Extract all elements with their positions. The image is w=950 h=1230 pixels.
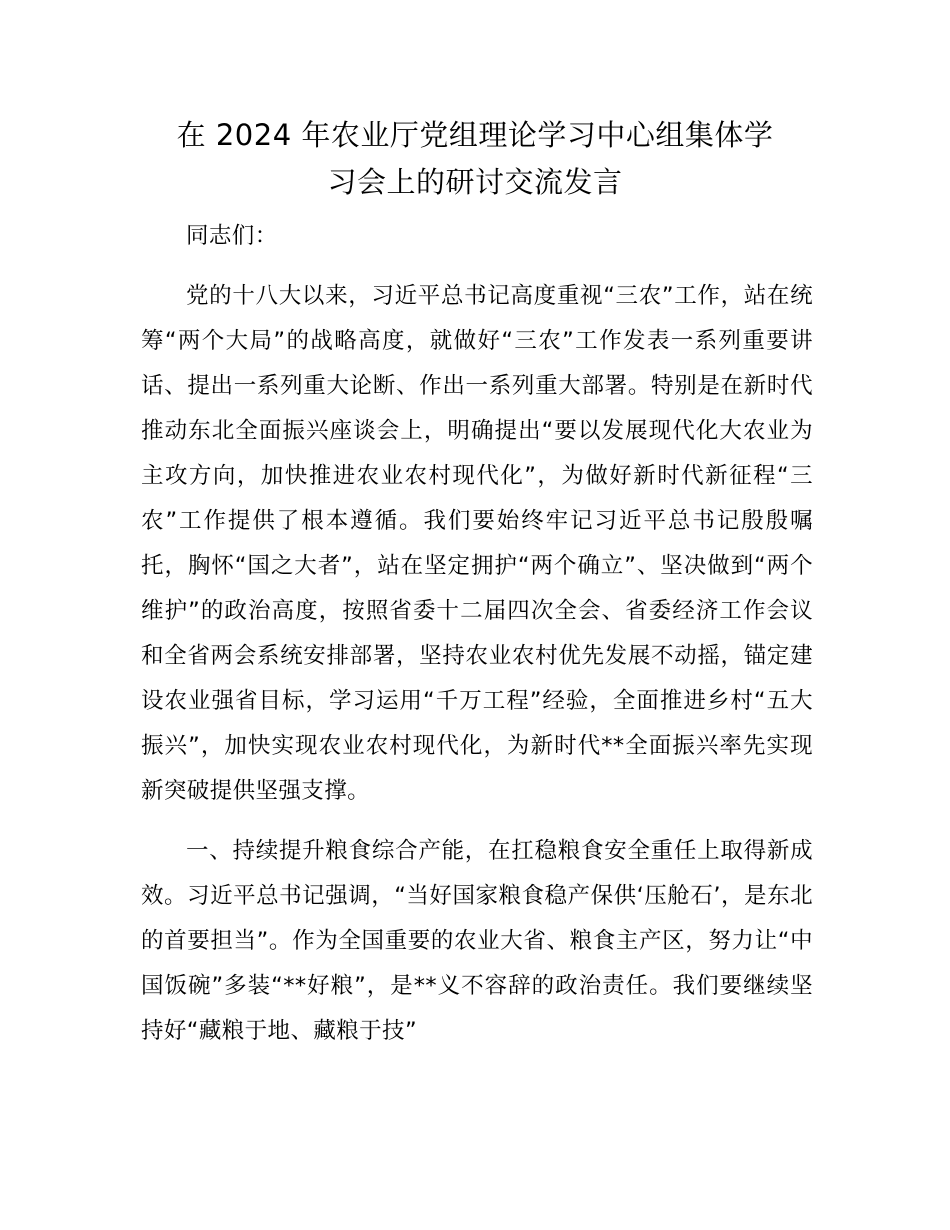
title-line-2: 习会上的研讨交流发言 <box>327 165 623 199</box>
salutation: 同志们： <box>186 223 278 249</box>
title-line-1: 在 2024 年农业厅党组理论学习中心组集体学 <box>176 118 774 152</box>
document-title <box>120 112 830 206</box>
paragraph-intro: 党的十八大以来，习近平总书记高度重视“三农”工作，站在统筹“两个大局”的战略高度，就做好“三农”工作发表一系列重要讲话、提出一系列重大论断、作出一系列重大部署。特别是在新时代推动东北全面振兴座谈会上，明确提出“要以发展现代化大农业为主攻方向，加快推进农业农村现代化”，为做好新时代新征程“三农”工作提供了根本遵循。我们要始终牢记习近平总书记殷殷嘱托，胸怀“国之大者”，站在坚定拥护“两个确立”、坚决做到“两个维护”的政治高度，按照省委十二届四次全会、省委经济工作会议和全省两会系统安排部署，坚持农业农村优先发展不动摇，锚定建设农业强省目标，学习运用“千万工程”经验，全面推进乡村“五大振兴”，加快实现农业农村现代化，为新时代**全面振兴率先实现新突破提供坚强支撑。 <box>141 283 813 804</box>
document-body <box>141 214 813 1054</box>
paragraph-section-one: 一、持续提升粮食综合产能，在扛稳粮食安全重任上取得新成效。习近平总书记强调，“当好国家粮食稳产保供‘压舱石’，是东北的首要担当”。作为全国重要的农业大省、粮食主产区，努力让“中国饭碗”多装“**好粮”，是**义不容辞的政治责任。我们要继续坚持好“藏粮于地、藏粮于技” <box>141 838 813 1044</box>
